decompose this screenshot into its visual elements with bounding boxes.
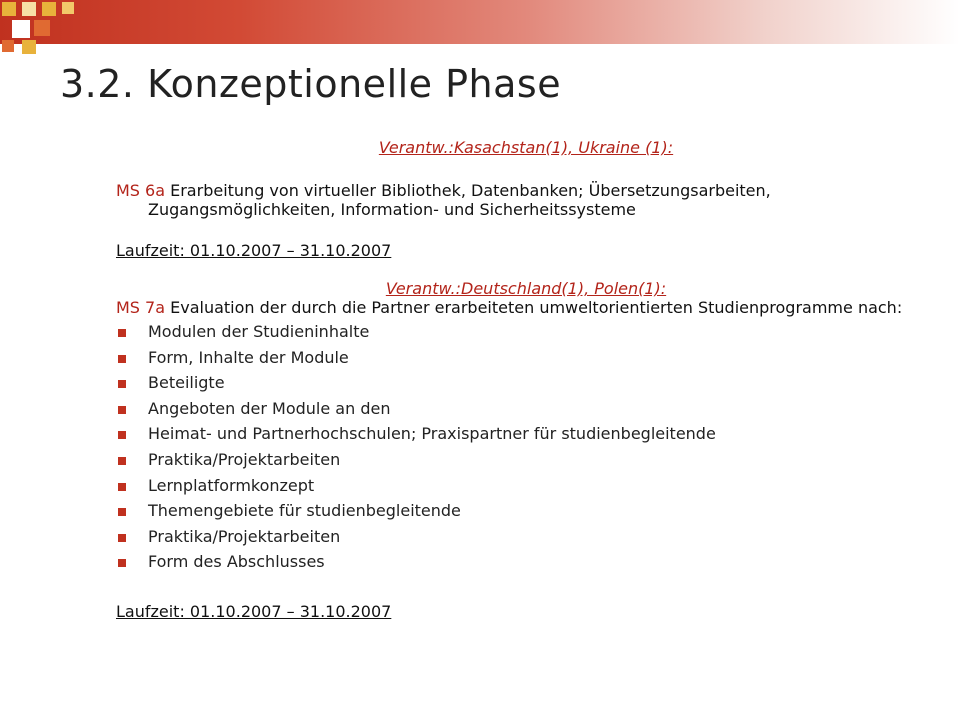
list-item-text: Praktika/Projektarbeiten: [148, 526, 341, 546]
milestone-code: MS 7a: [116, 298, 166, 317]
list-item: [116, 345, 946, 371]
milestone-description: Evaluation der durch die Partner erarbeiteten umweltorientierten Studienprogramme nach:: [165, 298, 903, 317]
list-item: [116, 447, 946, 473]
list-item: [116, 498, 946, 524]
square-bullet-icon: [118, 380, 126, 388]
square-bullet-icon: [118, 355, 126, 363]
responsibility-heading-1: Verantw.:Kasachstan(1), Ukraine (1):: [378, 138, 674, 157]
milestone-7a: [116, 298, 946, 317]
list-item: [116, 370, 946, 396]
logo-square: [22, 2, 36, 16]
list-item-text: Praktika/Projektarbeiten: [148, 449, 341, 469]
list-item-text: Angeboten der Module an den: [148, 398, 391, 418]
runtime-1: Laufzeit: 01.10.2007 – 31.10.2007: [116, 241, 392, 260]
list-item: [116, 549, 946, 575]
runtime-2: Laufzeit: 01.10.2007 – 31.10.2007: [116, 601, 392, 621]
list-item: [116, 319, 946, 345]
square-bullet-icon: [118, 431, 126, 439]
list-item-text: Themengebiete für studienbegleitende: [148, 501, 461, 521]
list-item-text: Lernplatformkonzept: [148, 475, 315, 495]
milestone-description: Erarbeitung von virtueller Bibliothek, Datenbanken; Übersetzungsarbeiten, Zugangsmöglichkeiten, Information- und Sicherheitssysteme: [148, 181, 771, 219]
milestone-6a: [116, 181, 946, 219]
list-item: [116, 524, 946, 550]
square-bullet-icon: [118, 559, 126, 567]
evaluation-criteria-list: [116, 319, 946, 575]
list-item-text: Form des Abschlusses: [148, 552, 325, 572]
list-item: [116, 421, 946, 447]
logo-square: [22, 40, 36, 54]
square-bullet-icon: [118, 329, 126, 337]
square-bullet-icon: [118, 534, 126, 542]
list-item: [116, 473, 946, 499]
list-item-text: Heimat- und Partnerhochschulen; Praxispartner für studienbegleitende: [148, 424, 716, 444]
logo-square: [42, 2, 56, 16]
square-bullet-icon: [118, 406, 126, 414]
square-bullet-icon: [118, 457, 126, 465]
list-item-text: Modulen der Studieninhalte: [148, 322, 370, 341]
square-bullet-icon: [118, 483, 126, 491]
square-bullet-icon: [118, 508, 126, 516]
logo-squares-icon: [0, 0, 80, 60]
responsibility-heading-2: Verantw.:Deutschland(1), Polen(1):: [385, 279, 667, 298]
milestone-code: MS 6a: [116, 181, 166, 200]
list-item-text: Form, Inhalte der Module: [148, 347, 349, 367]
header-gradient-band: [0, 0, 960, 44]
logo-square: [12, 20, 30, 38]
slide-body: [116, 138, 946, 621]
logo-square: [2, 40, 14, 52]
slide-title: 3.2. Konzeptionelle Phase: [60, 62, 562, 106]
logo-square: [2, 2, 16, 16]
logo-square: [34, 20, 50, 36]
list-item-text: Beteiligte: [148, 373, 225, 393]
logo-square: [62, 2, 74, 14]
list-item: [116, 396, 946, 422]
